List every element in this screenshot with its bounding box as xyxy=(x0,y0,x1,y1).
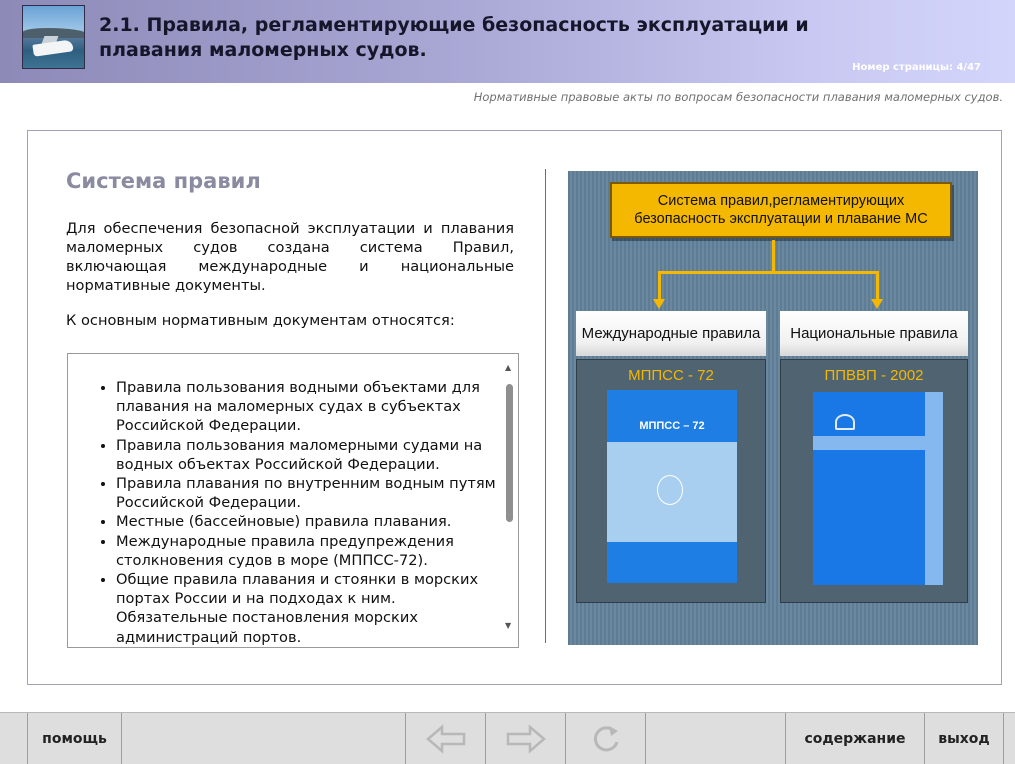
national-doc-panel xyxy=(780,359,968,603)
content-panel xyxy=(27,130,1002,685)
list-item: • Общие правила плавания и стоянки в морских портах России и на подходах к ним. Обязательные постановления морских администраций портов. xyxy=(116,570,496,647)
connector-line xyxy=(772,240,775,272)
list-item: • Международные правила предупреждения столкновения судов в море (МППСС-72). xyxy=(116,532,496,570)
diagram-top-box: Система правил,регламентирующих безопасность эксплуатации и плавание МС xyxy=(610,182,952,238)
international-doc-title: МППСС - 72 xyxy=(628,367,714,384)
forward-button[interactable] xyxy=(485,713,565,764)
boat-thumbnail-image xyxy=(22,5,85,69)
spacer-cell xyxy=(645,713,785,764)
connector-line xyxy=(658,271,879,274)
emblem-icon xyxy=(657,475,683,505)
documents-list-box[interactable] xyxy=(67,353,519,648)
list-item: • Правила плавания по внутренним водным путям Российской Федерации. xyxy=(116,474,496,512)
rules-system-diagram xyxy=(568,171,978,645)
documents-list xyxy=(96,378,496,647)
arrow-down-icon xyxy=(871,299,883,309)
ppvvp-book-cover xyxy=(813,392,943,585)
exit-button[interactable]: выход xyxy=(924,713,1004,764)
logo-icon xyxy=(835,414,855,430)
arrow-down-icon xyxy=(653,299,665,309)
documents-intro: К основным нормативным документам относятся: xyxy=(66,312,455,329)
mppss-book-cover xyxy=(607,390,737,583)
arrow-left-icon xyxy=(424,723,468,755)
column-divider xyxy=(545,169,546,643)
connector-line xyxy=(876,271,879,301)
book-cover-title: МППСС – 72 xyxy=(639,420,705,432)
section-title: Система правил xyxy=(66,169,261,193)
reload-icon xyxy=(589,722,623,756)
back-button[interactable] xyxy=(405,713,485,764)
arrow-right-icon xyxy=(504,723,548,755)
national-doc-title: ППВВП - 2002 xyxy=(824,367,924,384)
international-doc-panel xyxy=(576,359,766,603)
scroll-thumb[interactable] xyxy=(506,384,513,522)
contents-button[interactable]: содержание xyxy=(785,713,924,764)
national-rules-label: Национальные правила xyxy=(780,311,968,356)
list-item: • Правила пользования маломерными судами на водных объектах Российской Федерации. xyxy=(116,436,496,474)
list-item: • Правила пользования водными объектами для плавания на маломерных судах в субъектах Российской Федерации. xyxy=(116,378,496,436)
scroll-up-icon[interactable]: ▲ xyxy=(505,363,512,372)
intro-paragraph: Для обеспечения безопасной эксплуатации и плавания маломерных судов создана система Правил, включающая международные и национальные нормативные документы. xyxy=(66,220,514,294)
page-number: Номер страницы: 4/47 xyxy=(852,62,981,73)
spacer-cell xyxy=(121,713,405,764)
page-title: 2.1. Правила, регламентирующие безопасность эксплуатации и плавания маломерных судов. xyxy=(99,14,809,61)
list-scrollbar[interactable] xyxy=(501,354,518,647)
connector-line xyxy=(658,271,661,301)
reload-button[interactable] xyxy=(565,713,645,764)
help-button[interactable]: помощь xyxy=(27,713,121,764)
navigation-footer xyxy=(0,712,1015,764)
topic-subtitle: Нормативные правовые акты по вопросам безопасности плавания маломерных судов. xyxy=(473,90,1003,104)
list-item: • Местные (бассейновые) правила плавания. xyxy=(116,512,496,531)
scroll-down-icon[interactable]: ▼ xyxy=(505,621,512,630)
international-rules-label: Международные правила xyxy=(576,311,766,356)
header-bar xyxy=(0,0,1015,83)
